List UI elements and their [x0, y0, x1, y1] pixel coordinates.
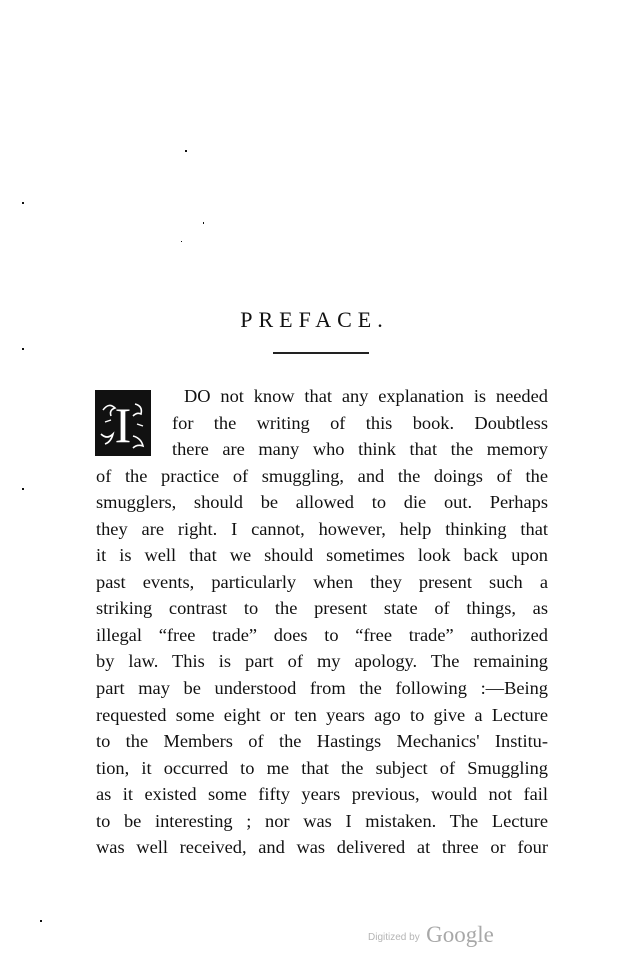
page-title: PREFACE. [240, 306, 389, 332]
watermark-brand: Google [426, 922, 494, 947]
digitized-watermark [368, 922, 494, 948]
text-line: of the practice of smuggling, and the doings of the [96, 465, 548, 486]
text-line: to the Members of the Hastings Mechanics' Institu- [96, 731, 548, 752]
text-line: striking contrast to the present state of things, as [96, 598, 548, 619]
text-line: part may be understood from the following :—Being [96, 678, 548, 699]
scan-speck [203, 222, 204, 224]
preface-body [96, 383, 548, 861]
text-line: DO not know that any explanation is needed [184, 386, 548, 406]
svg-text:I: I [114, 397, 132, 453]
scan-speck [22, 202, 24, 204]
text-line: illegal “free trade” does to “free trade” authorized [96, 624, 548, 645]
text-line: they are right. I cannot, however, help thinking that [96, 518, 548, 539]
scan-speck [22, 348, 24, 350]
text-line: for the writing of this book. Doubtless [172, 412, 548, 433]
text-line: to be interesting ; nor was I mistaken. The Lecture [96, 810, 548, 831]
text-line: by law. This is part of my apology. The remaining [96, 651, 548, 672]
text-line: was well received, and was delivered at three or four [96, 837, 548, 858]
text-line: it is well that we should sometimes look back upon [96, 545, 548, 566]
scan-speck [181, 241, 182, 242]
text-line: there are many who think that the memory [172, 439, 548, 460]
scan-speck [40, 920, 42, 922]
scan-speck [22, 488, 24, 490]
text-line: as it existed some fifty years previous, would not fail [96, 784, 548, 805]
watermark-prefix: Digitized by [368, 932, 420, 943]
text-line: requested some eight or ten years ago to give a Lecture [96, 704, 548, 725]
text-line: smugglers, should be allowed to die out. Perhaps [96, 492, 548, 513]
scan-speck [185, 150, 187, 152]
text-line: past events, particularly when they present such a [96, 571, 548, 592]
title-rule [273, 352, 369, 354]
text-line: tion, it occurred to me that the subject of Smuggling [96, 757, 548, 778]
